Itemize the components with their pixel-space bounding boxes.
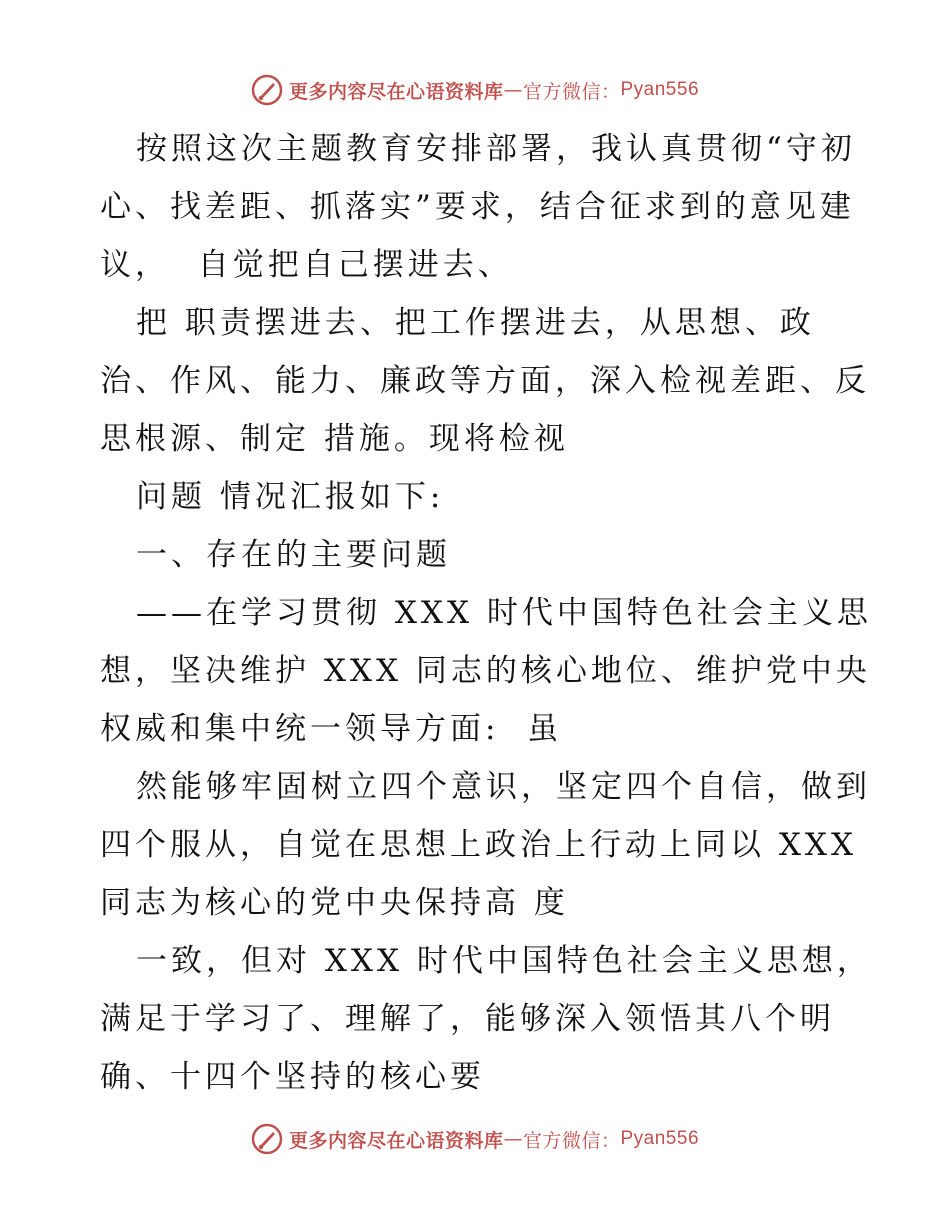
text-line: 按照这次主题教育安排部署，我认真贯彻“守初	[136, 131, 856, 167]
banner-wechat-label: 官方微信：	[522, 80, 621, 103]
banner-separator: —	[503, 1128, 523, 1150]
footer-banner	[0, 1121, 950, 1157]
text-line: 满足于学习了、理解了，能够深入领悟其八个明	[100, 1001, 835, 1037]
text-line: 确、十四个坚持的核心要	[100, 1059, 485, 1095]
text-line: 想，坚决维护 XXX 同志的核心地位、维护党中央	[100, 653, 871, 689]
text-line: 治、作风、能力、廉政等方面，深入检视差距、反	[100, 363, 870, 399]
quill-logo-icon	[251, 1123, 283, 1155]
banner-wechat-id: Pyan556	[620, 79, 700, 100]
banner-title: 更多内容尽在心语资料库	[288, 80, 504, 103]
banner-wechat-label: 官方微信：	[522, 1129, 621, 1152]
banner-wechat-id: Pyan556	[620, 1128, 700, 1149]
text-line: 议， 自觉把自己摆进去、	[100, 247, 513, 283]
text-line: 思根源、制定 措施。现将检视	[100, 421, 569, 457]
text-line: 同志为核心的党中央保持高 度	[100, 885, 569, 921]
banner-title: 更多内容尽在心语资料库	[288, 1129, 504, 1152]
document-body	[100, 120, 872, 1106]
header-banner	[0, 72, 950, 108]
text-line: 问题 情况汇报如下:	[136, 479, 445, 515]
text-line: 一致，但对 XXX 时代中国特色社会主义思想，	[136, 943, 872, 979]
text-line: 四个服从，自觉在思想上政治上行动上同以 XXX	[100, 827, 858, 863]
text-line: 心、找差距、抓落实”要求，结合征求到的意见建	[100, 189, 855, 225]
text-line: ——在学习贯彻 XXX 时代中国特色社会主义思	[136, 595, 872, 631]
quill-logo-icon	[251, 74, 283, 106]
text-line: 权威和集中统一领导方面: 虽	[100, 711, 563, 747]
banner-separator: —	[503, 79, 523, 101]
text-line: 把 职责摆进去、把工作摆进去，从思想、政	[136, 305, 815, 341]
text-line: 然能够牢固树立四个意识，坚定四个自信，做到	[136, 769, 871, 805]
section-heading: 一、存在的主要问题	[136, 537, 451, 573]
